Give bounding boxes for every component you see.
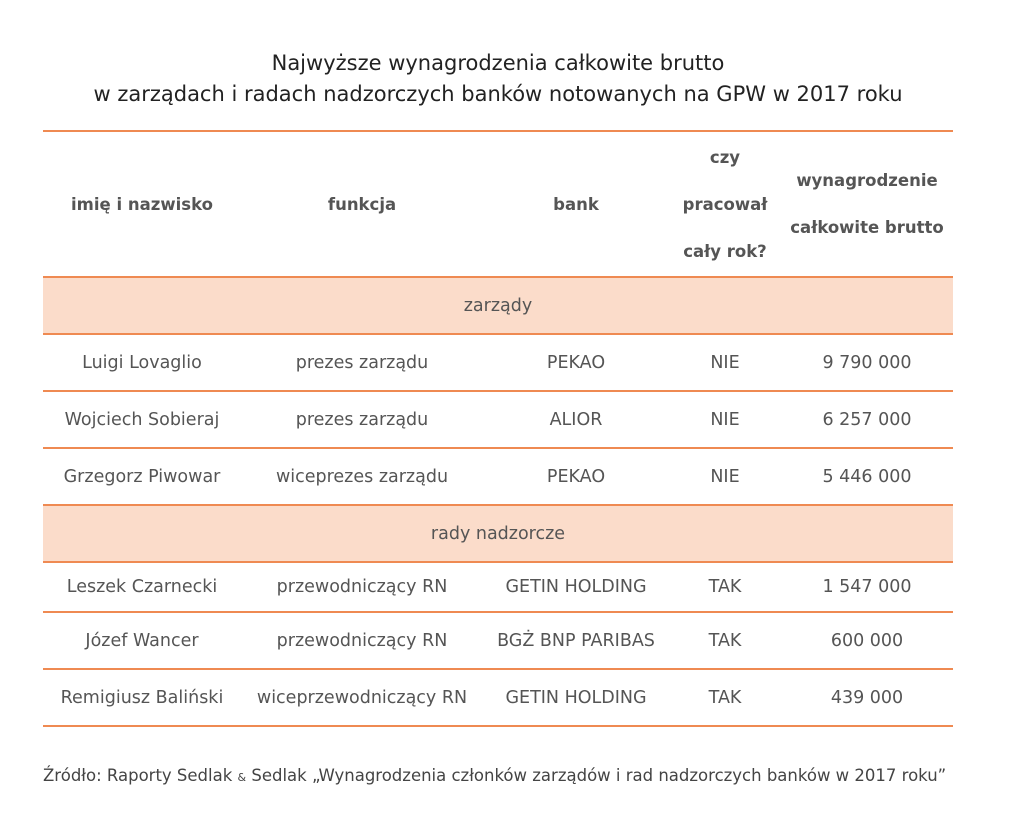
cell-full-year: NIE [710,409,740,430]
cell-salary: 6 257 000 [822,409,912,430]
cell-function: prezes zarządu [295,409,429,430]
cell-name: Leszek Czarnecki [66,577,218,597]
header-name: imię i nazwisko [71,194,213,214]
cell-bank: BGŻ BNP PARIBAS [497,630,655,651]
header-salary-line-2: całkowite brutto [790,218,944,237]
cell-bank: PEKAO [546,466,606,487]
cell-function: prezes zarządu [295,352,429,373]
cell-name: Wojciech Sobieraj [64,409,220,430]
table-row [43,613,953,668]
source-suffix: Sedlak „Wynagrodzenia członków zarządów i rad nadzorczych banków w 2017 roku” [246,766,947,785]
source-note [43,766,946,785]
section-row-supervisory-boards [43,506,953,561]
cell-function: przewodniczący RN [276,630,448,651]
header-full-year-line-2: pracował [682,194,768,214]
cell-salary: 439 000 [830,687,904,708]
table-header-row [43,132,953,276]
cell-full-year: TAK [708,577,742,597]
table-title-line-2: w zarządach i radach nadzorczych banków notowanych na GPW w 2017 roku [93,82,903,106]
cell-full-year: TAK [708,687,742,708]
cell-salary: 9 790 000 [822,352,912,373]
table-row [43,335,953,390]
cell-salary: 5 446 000 [822,466,912,487]
cell-name: Remigiusz Baliński [60,687,224,708]
header-function: funkcja [327,194,397,214]
table-row [43,392,953,447]
cell-bank: ALIOR [549,409,603,430]
cell-name: Józef Wancer [85,630,199,651]
cell-name: Grzegorz Piwowar [63,466,221,487]
table-title-line-1: Najwyższe wynagrodzenia całkowite brutto [271,51,725,75]
section-label: rady nadzorcze [430,523,566,544]
header-full-year [669,132,781,276]
header-full-year-line-1: czy [709,147,741,167]
header-salary [781,132,953,276]
cell-full-year: TAK [708,630,742,651]
cell-function: wiceprzewodniczący RN [256,687,468,708]
cell-bank: GETIN HOLDING [505,687,647,708]
section-row-management [43,278,953,333]
cell-bank: PEKAO [546,352,606,373]
table-row [43,563,953,611]
header-salary-line-1: wynagrodzenie [796,171,938,190]
table-row [43,449,953,504]
cell-salary: 1 547 000 [822,577,912,597]
cell-function: przewodniczący RN [276,577,448,597]
source-prefix: Źródło: Raporty Sedlak [43,766,238,785]
cell-bank: GETIN HOLDING [505,577,647,597]
cell-function: wiceprezes zarządu [275,466,449,487]
table-row [43,670,953,725]
cell-salary: 600 000 [830,630,904,651]
cell-full-year: NIE [710,352,740,373]
header-bank: bank [553,194,599,214]
source-ampersand: & [237,771,247,784]
section-label: zarządy [463,295,533,316]
header-full-year-line-3: cały rok? [683,241,767,261]
cell-full-year: NIE [710,466,740,487]
cell-name: Luigi Lovaglio [82,352,202,373]
table-rule [43,725,953,727]
